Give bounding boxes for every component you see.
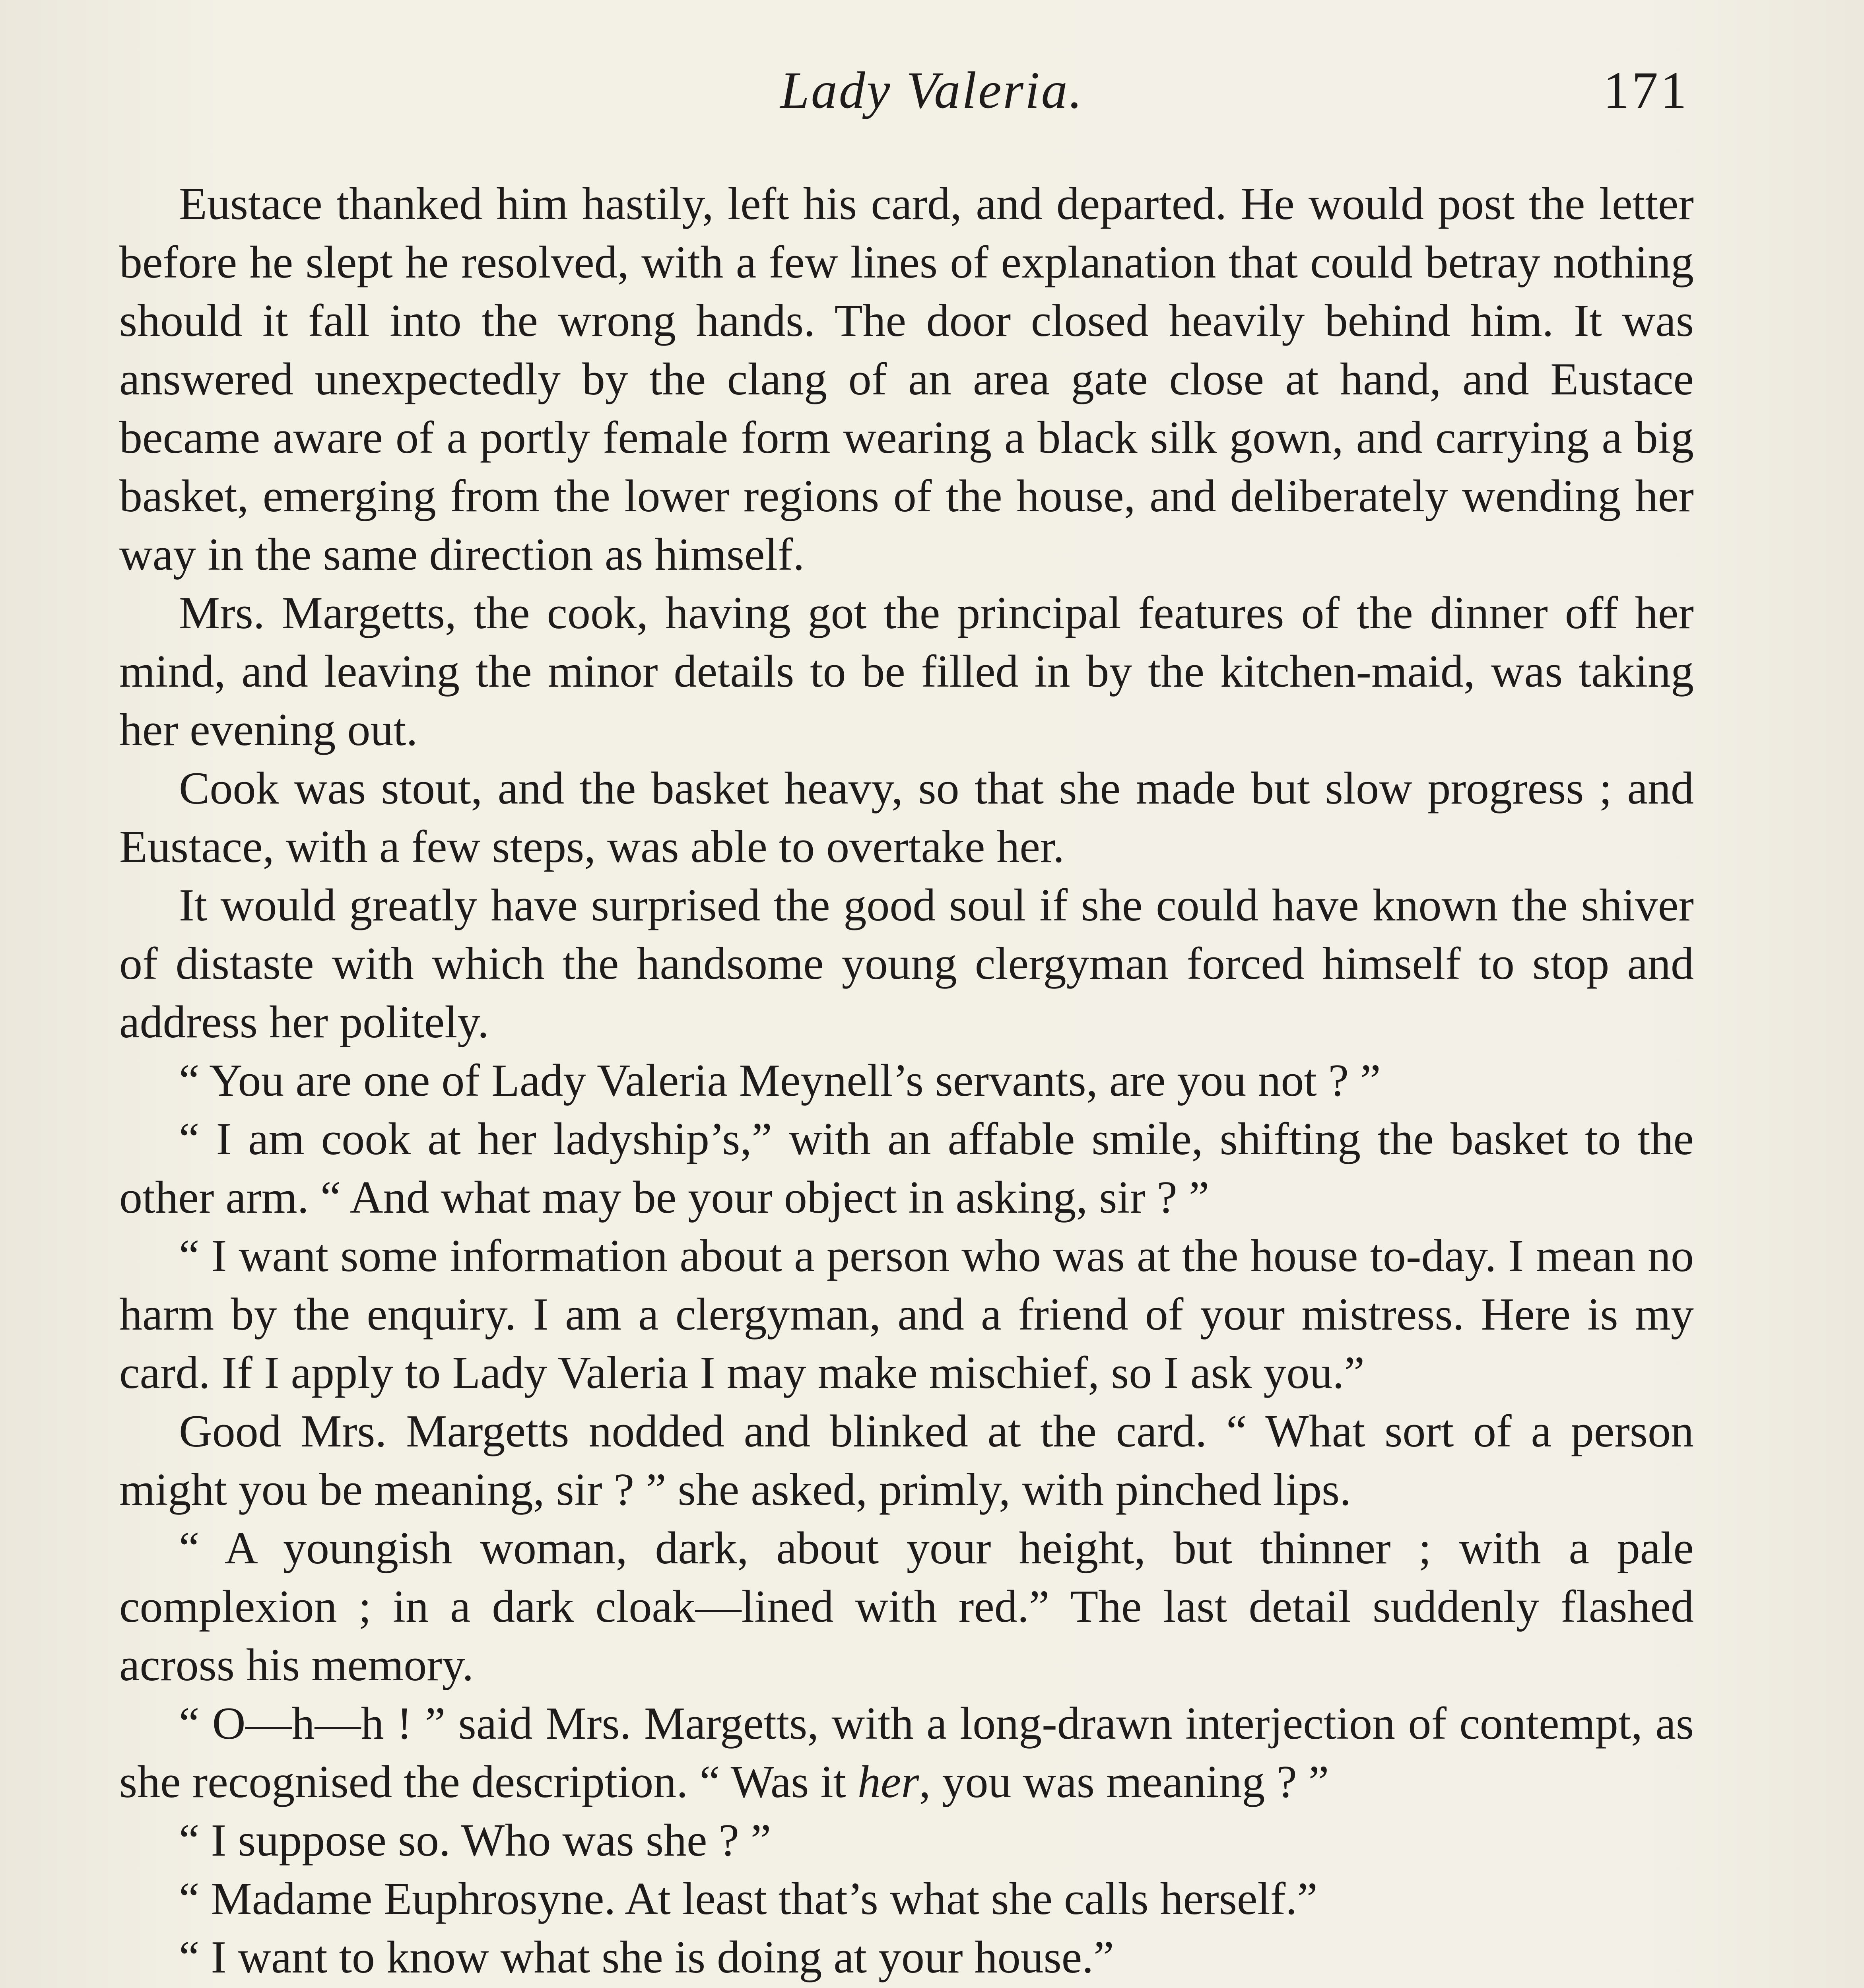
text-run: Mrs. Margetts, the cook, having got the principal features of the dinner off her mind, and leaving the minor details to be filled in by the kitchen-maid, was taking her evening out.	[119, 588, 1694, 755]
paragraph	[119, 1052, 1694, 1110]
paragraph	[119, 1519, 1694, 1695]
paragraph	[119, 1811, 1694, 1870]
text-run: “ You are one of Lady Valeria Meynell’s servants, are you not ? ”	[179, 1055, 1381, 1106]
text-run: Cook was stout, and the basket heavy, so that she made but slow progress ; and Eustace, with a few steps, was able to overtake her.	[119, 763, 1694, 872]
text-run: “ I am cook at her ladyship’s,” with an affable smile, shifting the basket to the other arm. “ And what may be your object in asking, sir ? ”	[119, 1114, 1694, 1223]
text-run: It would greatly have surprised the good soul if she could have known the shiver of distaste with which the handsome young clergyman forced himself to stop and address her politely.	[119, 880, 1694, 1048]
paragraph	[119, 759, 1694, 876]
text-run: “ I want some information about a person who was at the house to-day. I mean no harm by the enquiry. I am a clergyman, and a friend of your mistress. Here is my card. If I apply to Lady Valeria I may make mischief, so I ask you.”	[119, 1231, 1694, 1398]
text-run: “ I suppose so. Who was she ? ”	[179, 1815, 771, 1866]
paragraph	[119, 1928, 1694, 1987]
paragraph	[119, 175, 1694, 584]
running-title: Lady Valeria.	[780, 61, 1084, 119]
text-run: “ O—h—h ! ” said Mrs. Margetts, with a long-drawn interjection of contempt, as she recognised the description. “ Was it	[119, 1698, 1694, 1807]
text-run: , you was meaning ? ”	[919, 1757, 1329, 1807]
paragraph	[119, 584, 1694, 759]
text-run: Good Mrs. Margetts nodded and blinked at the card. “ What sort of a person might you be meaning, sir ? ” she asked, primly, with pinched lips.	[119, 1406, 1694, 1515]
paragraph	[119, 876, 1694, 1052]
text-run: “ Madame Euphrosyne. At least that’s what she calls herself.”	[179, 1873, 1318, 1924]
running-head	[0, 60, 1864, 131]
paragraph	[119, 1402, 1694, 1519]
italic-run: her	[857, 1757, 919, 1807]
page-number: 171	[1603, 61, 1689, 119]
paragraph	[119, 1695, 1694, 1811]
paragraph	[119, 1110, 1694, 1227]
body-text	[119, 175, 1694, 1988]
text-run: “ I want to know what she is doing at your house.”	[179, 1932, 1114, 1983]
paragraph	[119, 1227, 1694, 1402]
text-run: Eustace thanked him hastily, left his card, and departed. He would post the letter before he slept he resolved, with a few lines of explanation that could betray nothing should it fall into the wrong hands. The door closed heavily behind him. It was answered unexpectedly by the clang of an area gate close at hand, and Eustace became aware of a portly female form wearing a black silk gown, and carrying a big basket, emerging from the lower regions of the house, and deliberately wending her way in the same direction as himself.	[119, 179, 1694, 580]
paragraph	[119, 1870, 1694, 1928]
text-run: “ A youngish woman, dark, about your height, but thinner ; with a pale complexion ; in a dark cloak—lined with red.” The last detail suddenly flashed across his memory.	[119, 1523, 1694, 1691]
